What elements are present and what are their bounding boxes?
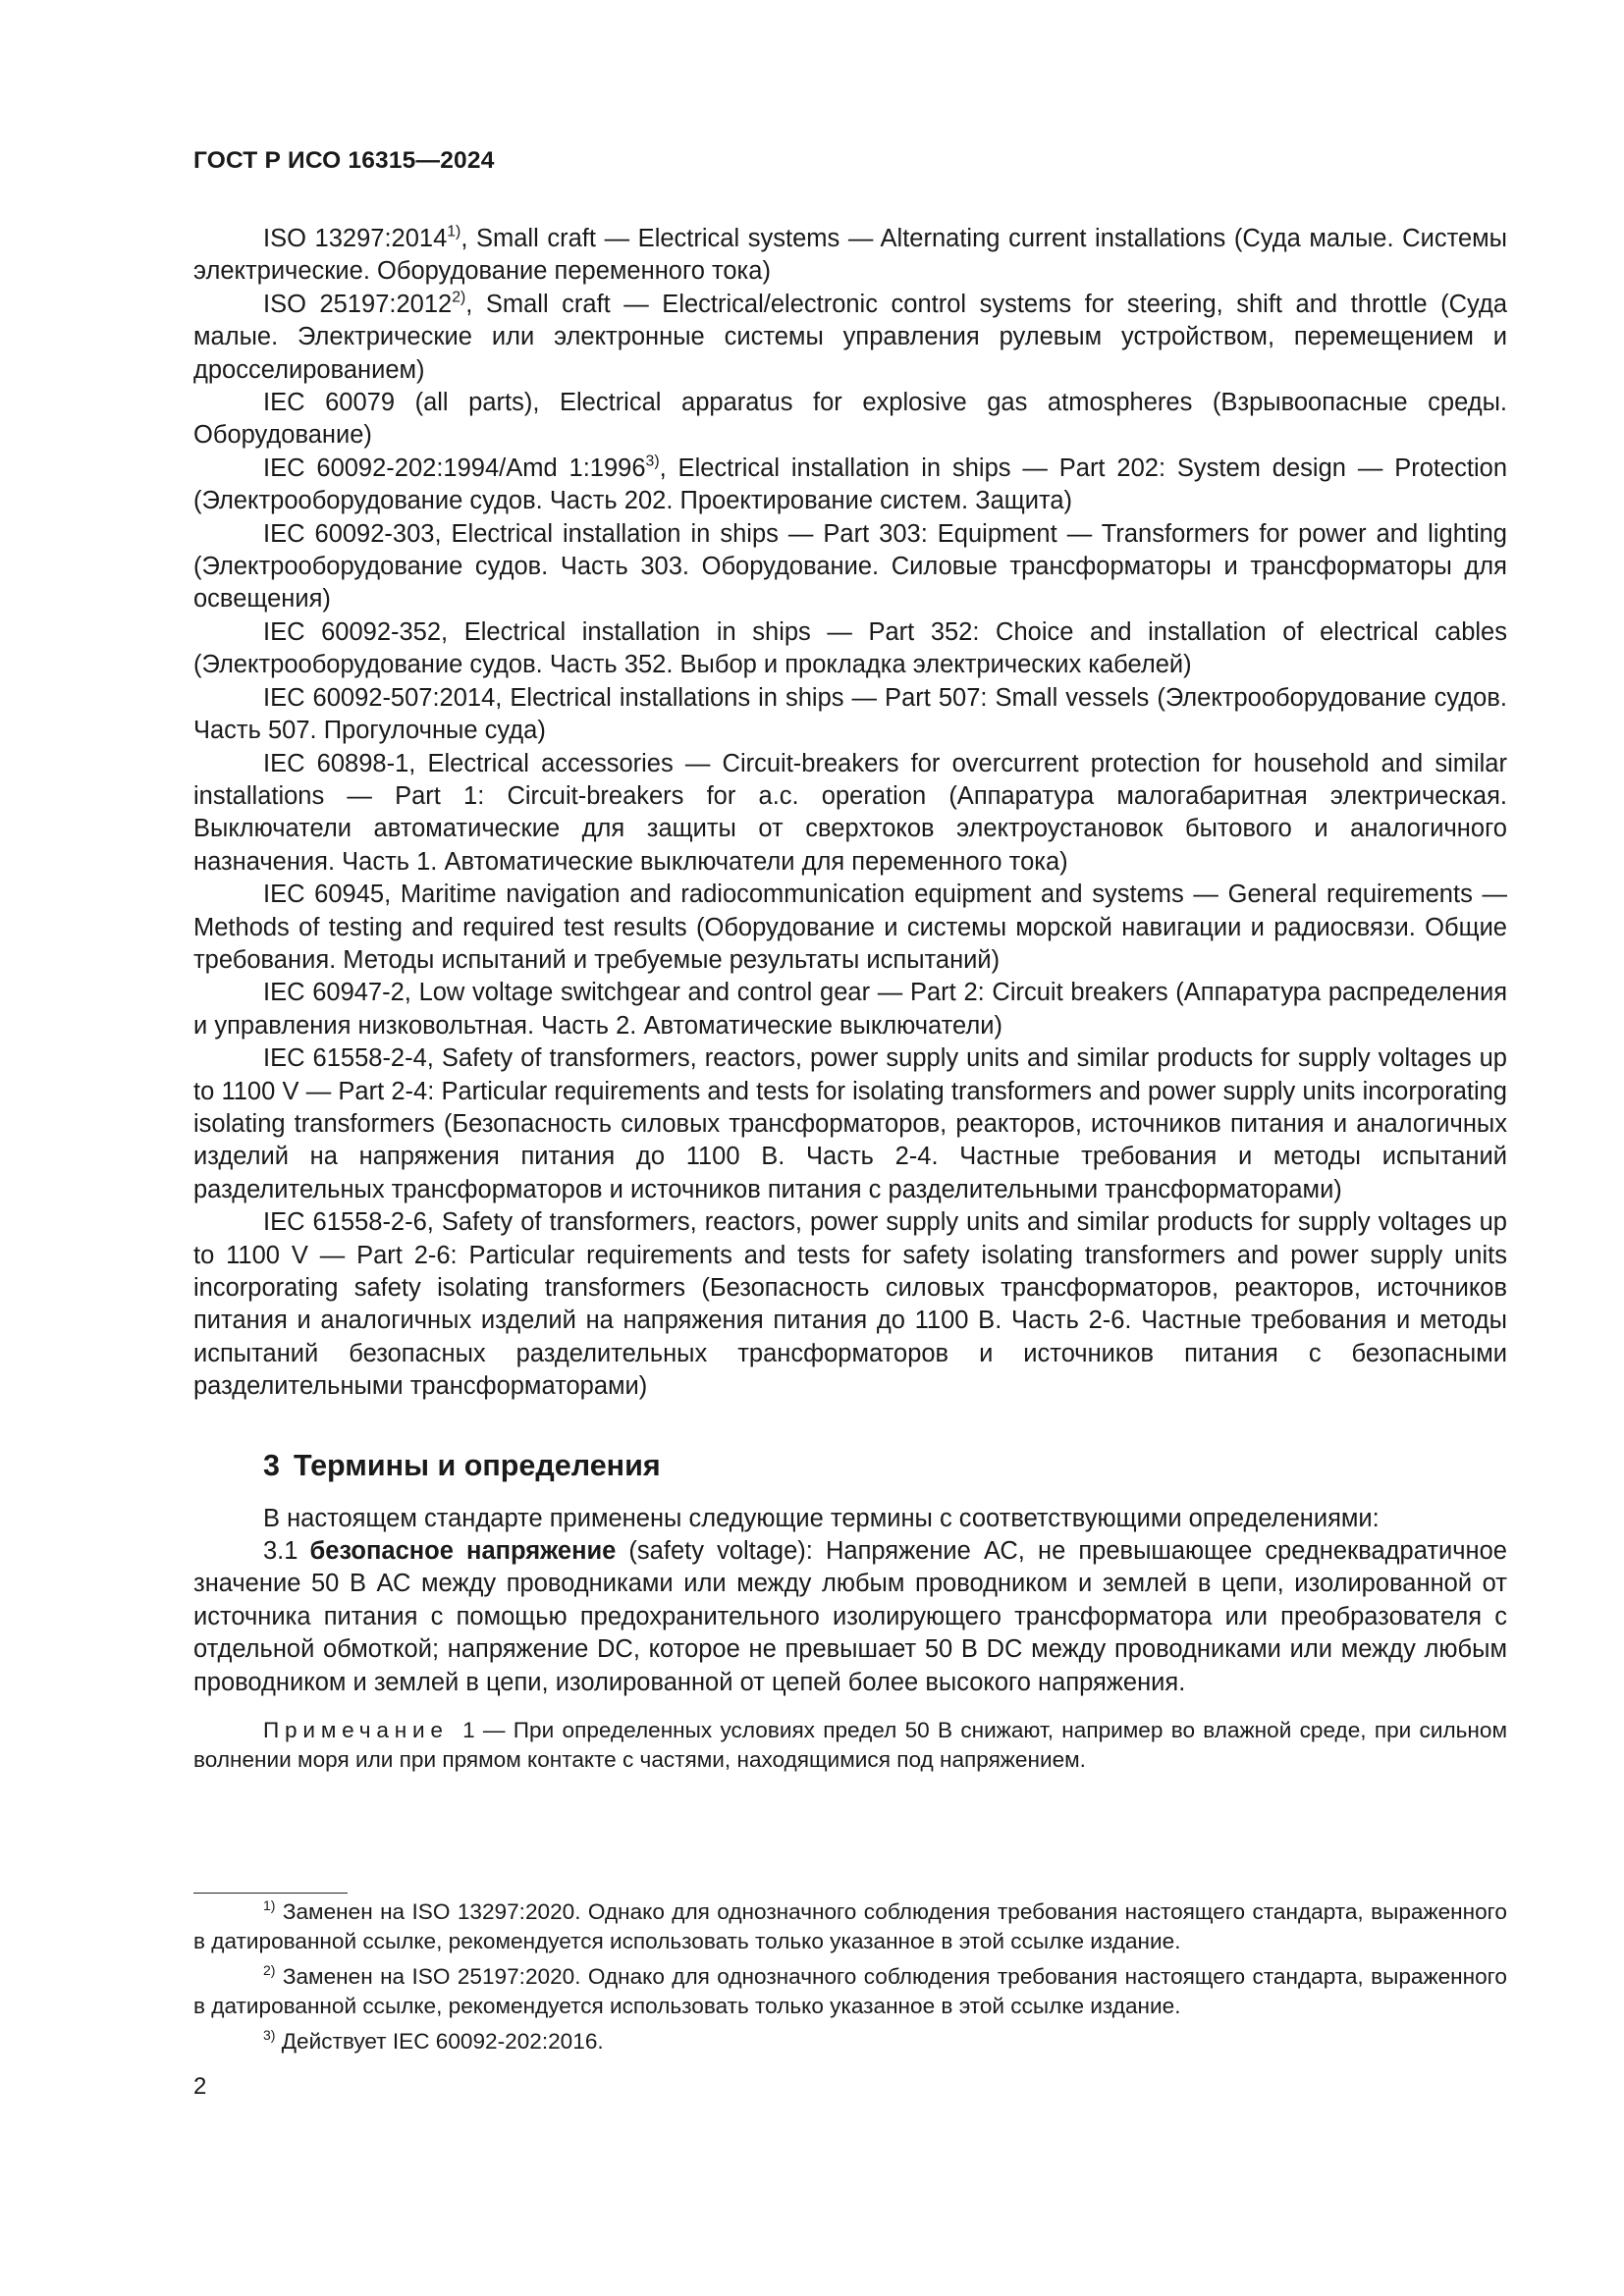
note xyxy=(193,1716,1507,1775)
reference-item: ISO 25197:2012$^{2)}$, Small craft — Electrical/electronic control systems for steering, shift and throttle (Суда малые. Электрические или электронные системы управления рулевым устройством, перемещением и дросселированием) xyxy=(193,289,1507,384)
document-body xyxy=(193,223,1507,1775)
reference-item: IEC 60947-2, Low voltage switchgear and control gear — Part 2: Circuit breakers (Аппаратура распределения и управления низковольтная. Часть 2. Автоматические выключатели) xyxy=(193,979,1507,1040)
reference-item: IEC 60092-352, Electrical installation in ships — Part 352: Choice and installation of electrical cables (Электрооборудование судов. Часть 352. Выбор и прокладка электрических кабелей) xyxy=(193,617,1507,679)
footnote-mark: 1) xyxy=(447,223,461,240)
section-title: Термины и определения xyxy=(293,1448,661,1482)
footnote-item: $^{1)}$ Заменен на ISO 13297:2020. Однако для однозначного соблюдения требования настоящего стандарта, выраженного в датированной ссылке, рекомендуется использовать только указанное в этой ссылке издание. xyxy=(193,1896,1507,1953)
reference-item: IEC 61558-2-4, Safety of transformers, reactors, power supply units and similar products for supply voltages up to 1100 V — Part 2-4: Particular requirements and tests for isolating transformers and power supply units incorporating isolating transformers (Безопасность силовых трансформаторов, реакторов, источников питания и аналогичных изделий на напряжения питания до 1100 В. Часть 2-4. Частные требования и методы испытаний разделительных трансформаторов и источников питания с разделительными трансформаторами) xyxy=(193,1044,1507,1203)
term-number: 3.1 xyxy=(263,1537,298,1566)
reference-item: ISO 13297:2014$^{1)}$, Small craft — Electrical systems — Alternating current installations (Суда малые. Системы электрические. Оборудование переменного тока) xyxy=(193,223,1508,286)
footnotes xyxy=(193,1897,1507,2062)
footnote-item: $^{3)}$ Действует IEC 60092-202:2016. xyxy=(263,2026,604,2054)
footnote-mark: 3) xyxy=(263,2026,276,2043)
section-intro: В настоящем стандарте применены следующие термины с соответствующими определениями: xyxy=(263,1504,1380,1532)
note-label: Примечание xyxy=(263,1718,449,1743)
section-number: 3 xyxy=(263,1448,280,1482)
footnote-mark: 2) xyxy=(452,289,466,306)
section-heading xyxy=(193,1447,1507,1484)
footnote-item: $^{2)}$ Заменен на ISO 25197:2020. Однако для однозначного соблюдения требования настоящего стандарта, выраженного в датированной ссылке, рекомендуется использовать только указанное в этой ссылке издание. xyxy=(193,1961,1507,2018)
reference-item: IEC 60092-303, Electrical installation in ships — Part 303: Equipment — Transformers for power and lighting (Электрооборудование судов. Часть 303. Оборудование. Силовые трансформаторы и трансформаторы для освещения) xyxy=(193,519,1507,614)
reference-item: IEC 60092-507:2014, Electrical installations in ships — Part 507: Small vessels (Электрооборудование судов. Часть 507. Прогулочные суда) xyxy=(193,683,1507,745)
footnote-mark: 1) xyxy=(263,1896,276,1913)
reference-item: IEC 60079 (all parts), Electrical apparatus for explosive gas atmospheres (Взрывоопасные среды. Оборудование) xyxy=(193,389,1507,450)
note-text: 1 — При определенных условиях предел 50 В снижают, например во влажной среде, при сильном волнении моря или при прямом контакте с частями, находящимися под напряжением. xyxy=(193,1718,1507,1773)
term-name: безопасное напряжение xyxy=(309,1537,617,1566)
reference-item: IEC 61558-2-6, Safety of transformers, reactors, power supply units and similar products for supply voltages up to 1100 V — Part 2-6: Particular requirements and tests for safety isolating transformers and power supply units incorporating safety isolating transformers (Безопасность силовых трансформаторов, реакторов, источников питания и аналогичных изделий на напряжения питания до 1100 В. Часть 2-6. Частные требования и методы испытаний безопасных разделительных трансформаторов и источников питания с безопасными разделительными трансформаторами) xyxy=(193,1208,1507,1401)
reference-item: IEC 60898-1, Electrical accessories — Circuit-breakers for overcurrent protection for household and similar installations — Part 1: Circuit-breakers for a.c. operation (Аппаратура малогабаритная электрическая. Выключатели автоматические для защиты от сверхтоков электроустановок бытового и аналогичного назначения. Часть 1. Автоматические выключатели для переменного тока) xyxy=(193,749,1507,876)
footnote-mark: 2) xyxy=(263,1961,276,1978)
reference-item: IEC 60092-202:1994/Amd 1:1996$^{3)}$, Electrical installation in ships — Part 202: System design — Protection (Электрооборудование судов. Часть 202. Проектирование систем. Защита) xyxy=(193,453,1508,515)
footnote-mark: 3) xyxy=(645,453,660,470)
document-header: ГОСТ Р ИСО 16315—2024 xyxy=(193,147,495,174)
term-definition xyxy=(193,1535,1507,1699)
term-text: (safety voltage): Напряжение АС, не превышающее среднеквадратичное значение 50 В АС между проводниками или между любым проводником и землей в цепи, изолированной от источника питания с помощью предохранительного изолирующего трансформатора или преобразователя с отдельной обмоткой; напряжение DC, которое не превышает 50 В DC между проводниками или между любым проводником и землей в цепи, изолированной от цепей более высокого напряжения. xyxy=(193,1537,1507,1696)
footnote-divider xyxy=(193,1893,348,1894)
reference-item: IEC 60945, Maritime navigation and radiocommunication equipment and systems — General requirements — Methods of testing and required test results (Оборудование и системы морской навигации и радиосвязи. Общие требования. Методы испытаний и требуемые результаты испытаний) xyxy=(193,881,1507,974)
page-number: 2 xyxy=(193,2073,207,2100)
